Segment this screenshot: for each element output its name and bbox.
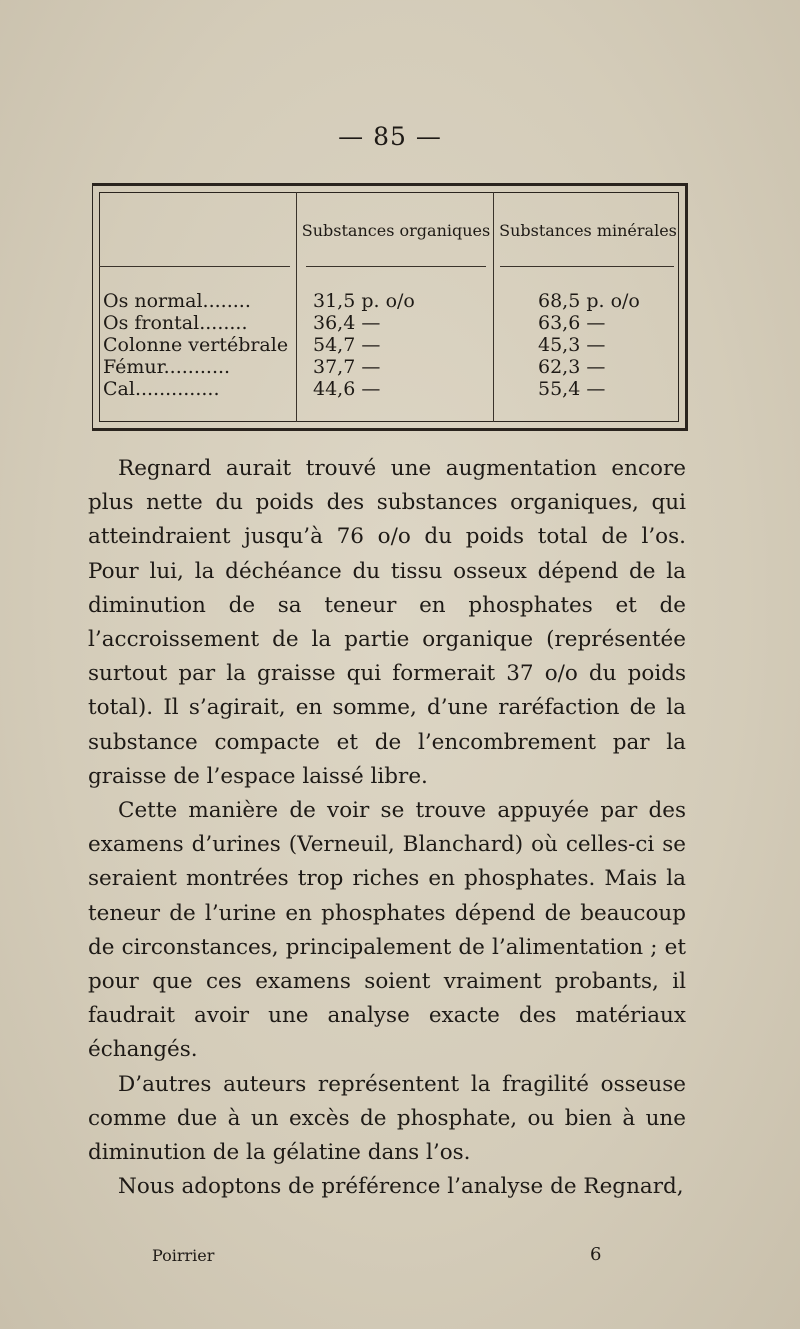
table-column-divider <box>493 192 494 422</box>
row-organic-value: 37,7 — <box>313 356 381 378</box>
table-header-rule <box>99 266 290 267</box>
table-column-divider <box>296 192 297 422</box>
row-organic-value: 44,6 — <box>313 378 381 400</box>
row-mineral-value: 68,5 p. o/o <box>538 290 640 312</box>
row-organic-value: 54,7 — <box>313 334 381 356</box>
table-inner-top-rule <box>99 192 679 193</box>
composition-table <box>92 183 688 431</box>
row-label: Cal.............. <box>103 378 220 400</box>
row-label: Colonne vertébrale <box>103 334 289 356</box>
header-mineral: Substances minérales <box>499 221 677 240</box>
row-mineral-value: 63,6 — <box>538 312 606 334</box>
row-label: Os frontal........ <box>103 312 248 334</box>
row-mineral-value: 62,3 — <box>538 356 606 378</box>
paragraph: Regnard aurait trouvé une augmentation encore plus nette du poids des substances organiques, qui atteindraient jusqu’à 76 o/o du poids total de l’os. Pour lui, la déchéance du tissu osseux dépend de la diminution de sa teneur en phosphates et de l’accroissement de la partie organique (représentée surtout par la graisse qui formerait 37 o/o du poids total). Il s’agirait, en somme, d’une raréfaction de la substance compacte et de l’encombrement par la graisse de l’espace laissé libre. <box>88 456 686 789</box>
header-organic: Substances organiques <box>301 221 491 240</box>
row-mineral-value: 55,4 — <box>538 378 606 400</box>
paragraph: D’autres auteurs représentent la fragilité osseuse comme due à un excès de phosphate, ou bien à une diminution de la gélatine dans l’os. <box>88 1071 686 1166</box>
paragraph: Cette manière de voir se trouve appuyée par des examens d’urines (Verneuil, Blanchard) où celles-ci se seraient montrées trop riches en phosphates. Mais la teneur de l’urine en phosphates dépend de beaucoup de circonstances, principalement de l’alimentation ; et pour que ces examens soient vraiment probants, il faudrait avoir une analyse exacte des matériaux échangés. <box>88 798 686 1063</box>
table-inner-bottom-rule <box>99 421 679 422</box>
table-header-rule <box>500 266 674 267</box>
row-label: Fémur........... <box>103 356 231 378</box>
table-header-rule <box>306 266 486 267</box>
row-organic-value: 31,5 p. o/o <box>313 290 415 312</box>
table-inner-left-rule <box>99 192 100 422</box>
row-organic-value: 36,4 — <box>313 312 381 334</box>
body-text <box>88 452 686 1204</box>
footer-author: Poirrier <box>152 1246 215 1265</box>
footer-signature: 6 <box>590 1244 602 1265</box>
row-mineral-value: 45,3 — <box>538 334 606 356</box>
paragraph: Nous adoptons de préférence l’analyse de Regnard, <box>118 1174 684 1200</box>
row-label: Os normal........ <box>103 290 251 312</box>
page-number: — 85 — <box>338 122 442 151</box>
